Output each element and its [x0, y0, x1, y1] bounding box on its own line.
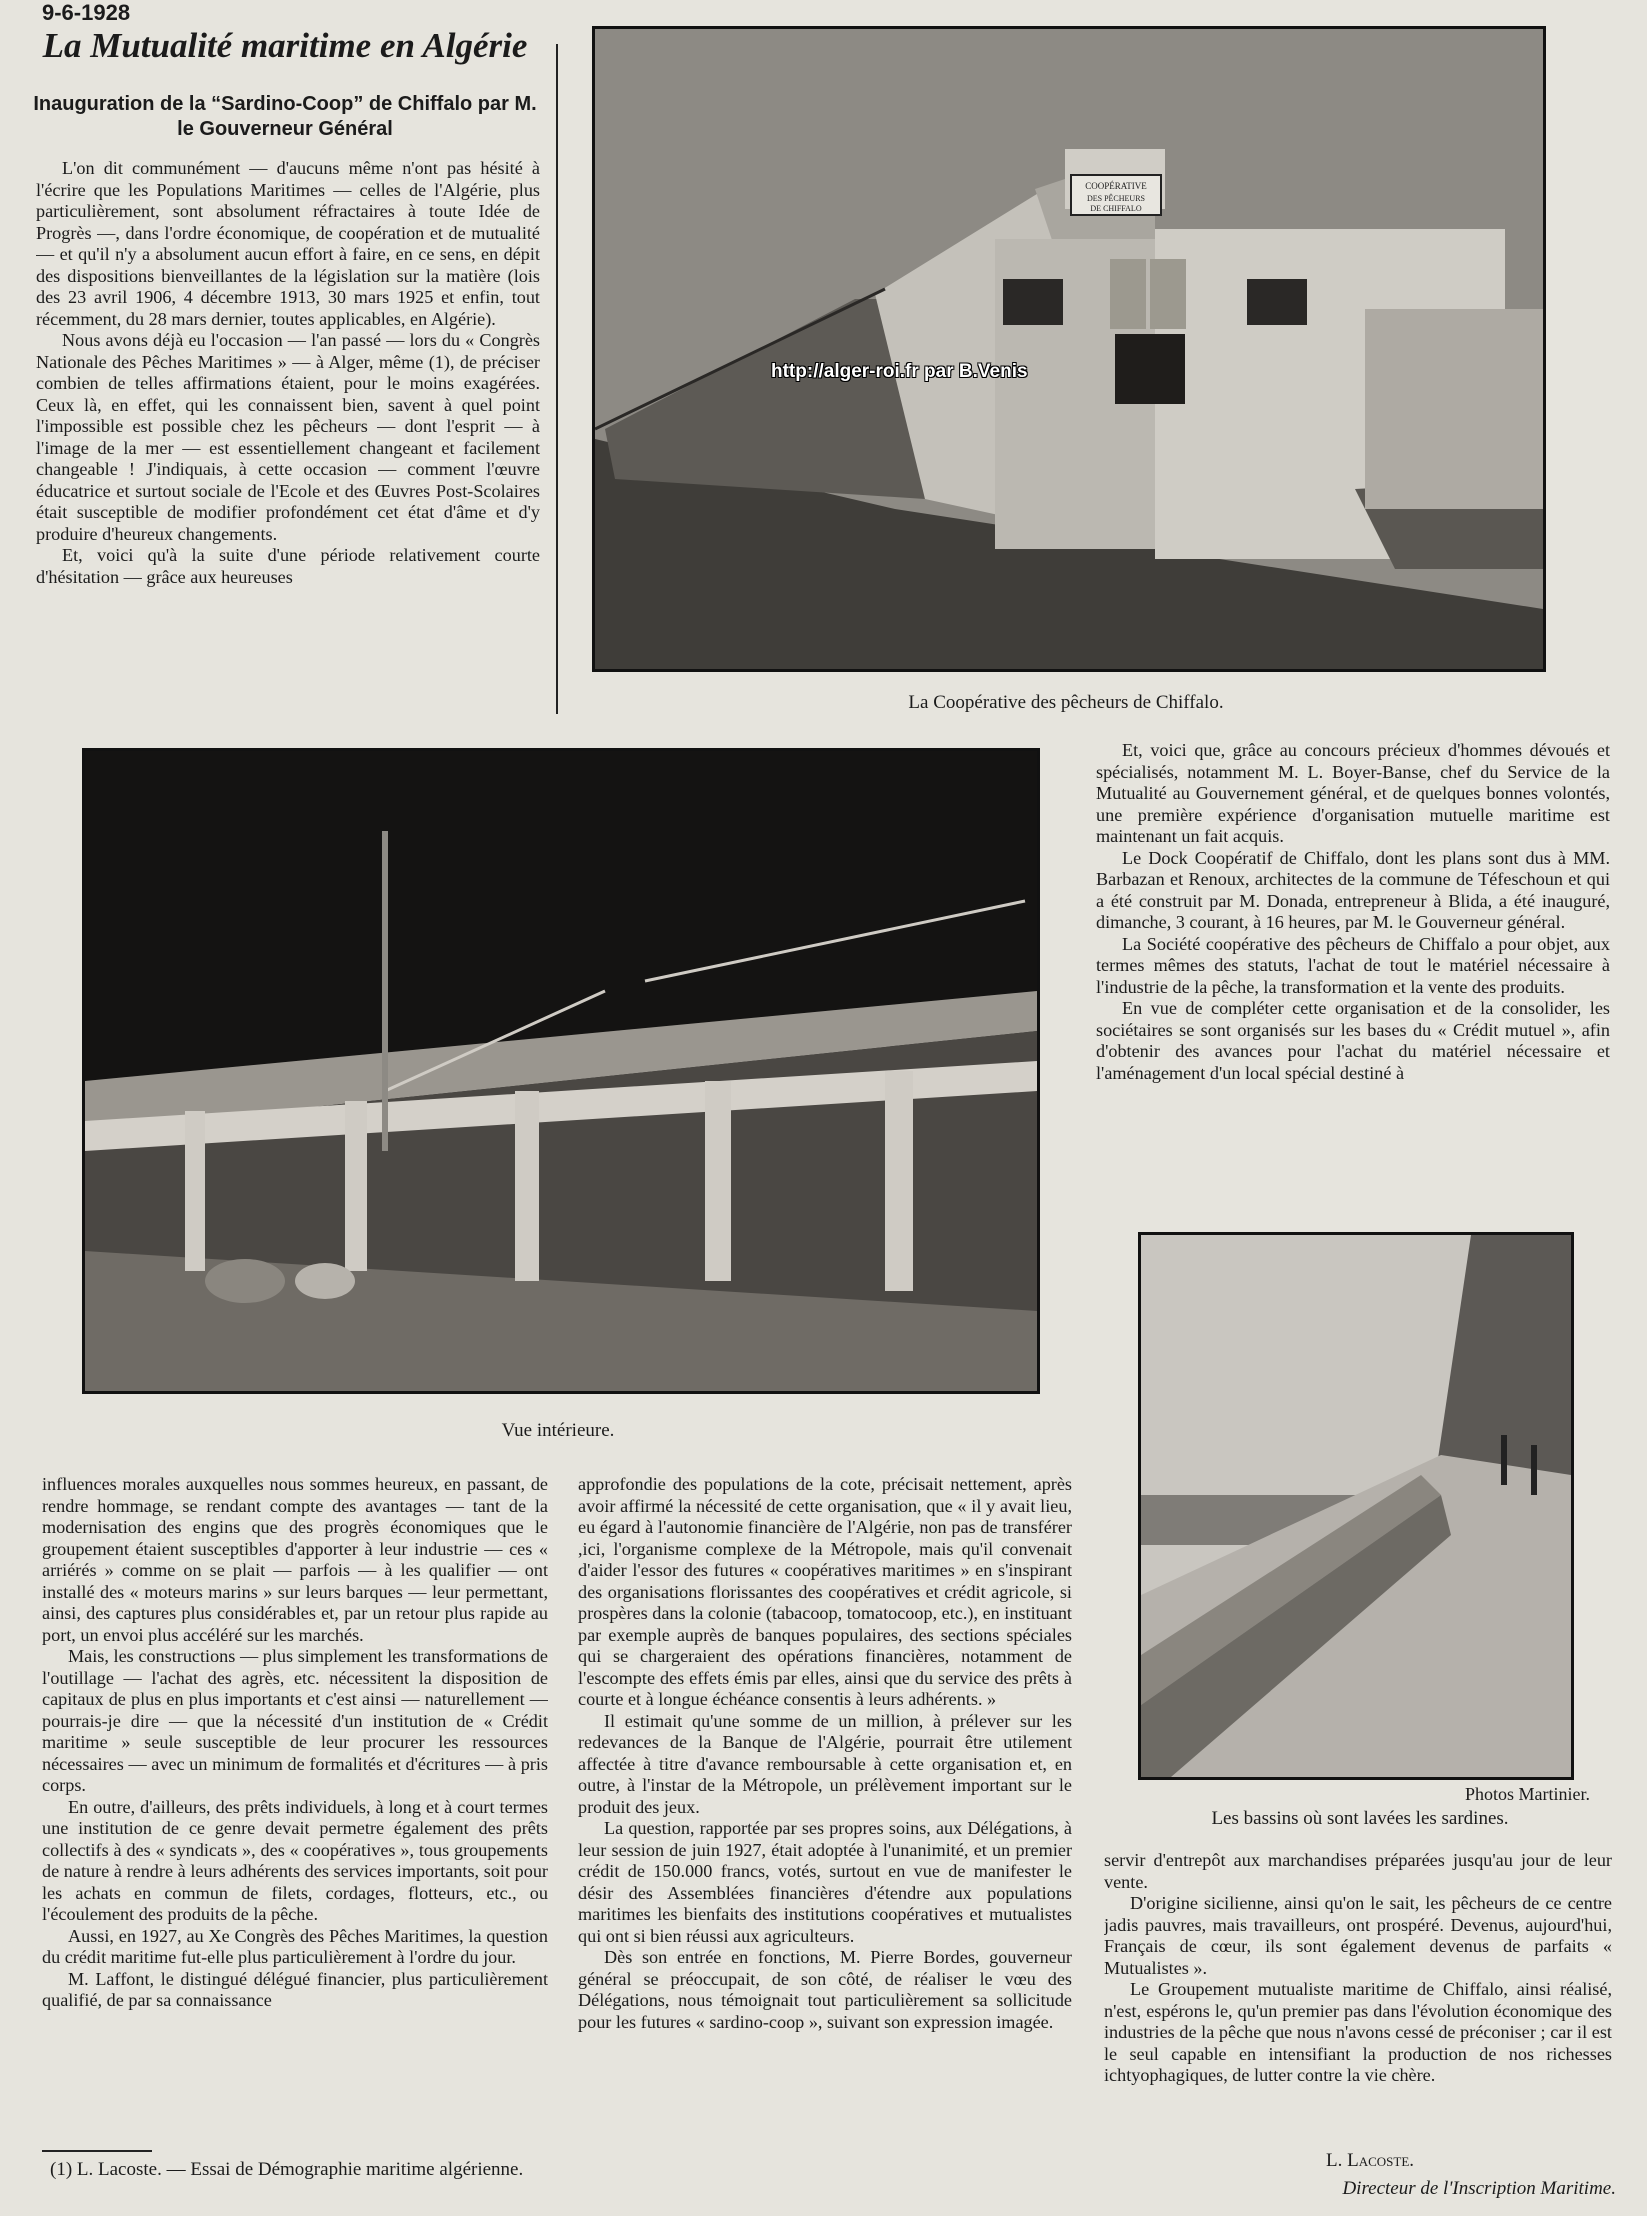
caption-basins: Les bassins où sont lavées les sardines.	[1211, 1808, 1509, 1829]
paragraph: D'origine sicilienne, ainsi qu'on le sait, les pêcheurs de ce centre jadis pauvres, mais travailleurs, ont prospéré. Devenus, aujourd'hui, Français de cœur, ils sont également devenus de parfaits « Mutualistes ».	[1104, 1893, 1612, 1978]
article-subtitle: Inauguration de la “Sardino-Coop” de Chiffalo par M. le Gouverneur Général	[33, 93, 537, 140]
paragraph: En outre, d'ailleurs, des prêts individuels, à long et à court termes une institution de ce genre devait permetre également des prêts collectifs à des « syndicats », des « coopératives », tous groupements de nature à rendre à leurs adhérents des services importants, soit pour les achats en commun de filets, cordages, flotteurs, etc., ou l'écoulement des produits de la pêche.	[42, 1796, 548, 1924]
paragraph: Et, voici qu'à la suite d'une période relativement courte d'hésitation — grâce aux heureuses	[36, 545, 540, 587]
paragraph: Il estimait qu'une somme de un million, à prélever sur les redevances de la Banque de l'Algérie, pourrait être utilement affectée à titre d'avance remboursable à cette organisation et, en outre, à l'instar de la Métropole, un prélèvement important sur le produit des jeux.	[578, 1710, 1072, 1817]
building-illustration	[595, 29, 1543, 669]
paragraph: Nous avons déjà eu l'occasion — l'an passé — lors du « Congrès Nationale des Pêches Maritimes » — à Alger, même (1), de préciser combien de telles affirmations étaient, pour le moins exagérées. Ceux là, en effet, qui les connaissent bien, savent à quel point l'impossible est possible chez les pêcheurs — dont l'esprit — à l'image de la mer — est essentiellement changeant et facilement changeable ! J'indiquais, à cette occasion — comment l'œuvre éducatrice et surtout sociale de l'Ecole et des Œuvres Post-Scolaires était susceptible de modifier profondément cet état d'âme et d'y produire d'heureux changements.	[36, 330, 540, 544]
paragraph: Aussi, en 1927, au Xe Congrès des Pêches Maritimes, la question du crédit maritime fut-elle plus particulièrement à l'ordre du jour.	[42, 1925, 548, 1967]
signature: L. Lacoste.	[1325, 2150, 1415, 2171]
photo-credit: Photos Martinier.	[1465, 1784, 1590, 1804]
paragraph: approfondie des populations de la cote, précisait nettement, après avoir affirmé la nécessité de cette organisation, que « il y avait lieu, eu égard à l'autonomie financière de l'Algérie, non pas de transférer ,ici, l'organisme complexe de la Métropole, mais qu'il convenait d'aider l'essor des futures « coopératives maritimes » en s'inspirant des organisations florissantes des coopératives et crédit agricole, si prospères dans la colonie (tabacoop, tomatocoop, etc.), en instituant par exemple auprès de banques populaires, des sections spéciales qui se chargeraient des opérations financières, notamment de l'escompte des effets émis par elles, ainsi que du service des prêts à courte et à longue échéance consentis à leurs adhérents. »	[578, 1474, 1072, 1709]
photo-cooperative-building	[592, 26, 1546, 672]
paragraph: servir d'entrepôt aux marchandises préparées jusqu'au jour de leur vente.	[1104, 1850, 1612, 1892]
signature-title: Directeur de l'Inscription Maritime.	[1342, 2178, 1616, 2199]
paragraph: influences morales auxquelles nous sommes heureux, en passant, de rendre hommage, se rendant compte des avantages — tant de la modernisation des engins que des progrès économiques que le groupement étaient susceptibles d'apporter à leur industrie — ces « arriérés » comme on se plait — parfois — à les qualifier — ont installé des « moteurs marins » sur leurs barques — leur permettant, ainsi, des captures plus considérables et, par un retour plus rapide au port, un envoi plus accéléré sur les marchés.	[42, 1474, 548, 1645]
issue-date: 9-6-1928	[42, 0, 131, 25]
paragraph: La Société coopérative des pêcheurs de Chiffalo a pour objet, aux termes mêmes des statuts, l'achat de tout le matériel nécessaire à l'industrie de la pêche, la transformation et la vente des produits.	[1096, 933, 1610, 997]
column-rule	[556, 44, 558, 714]
paragraph: En vue de compléter cette organisation et de la consolider, les sociétaires se sont organisés sur les bases du « Crédit mutuel », afin d'obtenir des avances pour l'achat du matériel nécessaire et l'aménagement d'un local spécial destiné à	[1096, 998, 1610, 1083]
column-2-bottom	[578, 1474, 1072, 2204]
paragraph: Mais, les constructions — plus simplement les transformations de l'outillage — l'achat des agrès, etc. nécessitent la disposition de capitaux de plus en plus importants et c'est ainsi — naturellement — pourrais-je dire — que la nécessité d'un institution de « Crédit maritime » seule susceptible de leur procurer les ressources nécessaires — avec un minimum de formalités et d'écritures — à pris corps.	[42, 1646, 548, 1795]
article-title: La Mutualité maritime en Algérie	[42, 26, 528, 65]
paragraph: La question, rapportée par ses propres soins, aux Délégations, à leur session de juin 1927, était adoptée à l'unanimité, et un premier crédit de 150.000 francs, votés, surtout en vue de manifester le désir des Assemblées financières d'étendre aux populations maritimes les bienfaits des institutions coopératives et mutualistes qui ont si bien réussi aux agriculteurs.	[578, 1818, 1072, 1946]
column-1-top	[36, 158, 540, 718]
column-1-bottom	[42, 1474, 548, 2162]
caption-cooperative: La Coopérative des pêcheurs de Chiffalo.	[908, 692, 1224, 713]
paragraph: Le Dock Coopératif de Chiffalo, dont les plans sont dus à MM. Barbazan et Renoux, architectes de la commune de Téfeschoun et qui a été construit par M. Donada, entrepreneur à Blida, a été inauguré, dimanche, 3 courant, à 16 heures, par M. le Gouverneur général.	[1096, 847, 1610, 932]
paragraph: M. Laffont, le distingué délégué financier, plus particulièrement qualifié, de par sa connaissance	[42, 1968, 548, 2010]
photo-washing-basins	[1138, 1232, 1574, 1780]
building-sign-line2: DES PÊCHEURS	[1086, 194, 1146, 203]
watermark: http://alger-roi.fr par B.Venis	[771, 361, 1028, 382]
interior-illustration	[85, 751, 1037, 1391]
building-sign-line3: DE CHIFFALO	[1090, 204, 1142, 213]
paragraph: Et, voici que, grâce au concours précieux d'hommes dévoués et spécialisés, notamment M. L. Boyer-Banse, chef du Service de la Mutualité au Gouvernement général, et de quelques bonnes volontés, une première expérience d'organisation mutuelle maritime est maintenant un fait acquis.	[1096, 740, 1610, 846]
paragraph: Le Groupement mutualiste maritime de Chiffalo, ainsi réalisé, n'est, espérons le, qu'un premier pas dans l'évolution économique des industries de la pêche que nous n'avons cessé de préconiser ; car il est le seul capable en intensifiant la production de nos richesses ichtyophagiques, de lutter contre la vie chère.	[1104, 1979, 1612, 2085]
building-sign-line1: COOPÉRATIVE	[1085, 181, 1147, 191]
paragraph: L'on dit communément — d'aucuns même n'ont pas hésité à l'écrire que les Populations Maritimes — celles de l'Algérie, plus particulièrement, sont absolument réfractaires à toute Idée de Progrès —, dans l'ordre économique, de coopération et de mutualité — et qu'il n'y a absolument aucun effort à faire, en ce sens, en dépit des dispositions bienveillantes de la législation sur la matière (lois des 23 avril 1906, 4 décembre 1913, 30 mars 1925 et enfin, tout récemment, du 28 mars dernier, toutes applicables, en Algérie).	[36, 158, 540, 329]
caption-interior: Vue intérieure.	[501, 1420, 615, 1441]
paragraph: Dès son entrée en fonctions, M. Pierre Bordes, gouverneur général se préoccupait, de son côté, de réaliser le vœu des Délégations, nous témoignait tout particulièrement sa sollicitude pour les futures « sardino-coop », suivant son expression imagée.	[578, 1947, 1072, 2032]
footnote-rule	[42, 2150, 152, 2152]
footnote: (1) L. Lacoste. — Essai de Démographie maritime algérienne.	[50, 2159, 524, 2180]
basins-illustration	[1141, 1235, 1571, 1777]
column-3-middle	[1096, 740, 1610, 1208]
photo-interior-view	[82, 748, 1040, 1394]
column-3-bottom	[1104, 1850, 1612, 2146]
